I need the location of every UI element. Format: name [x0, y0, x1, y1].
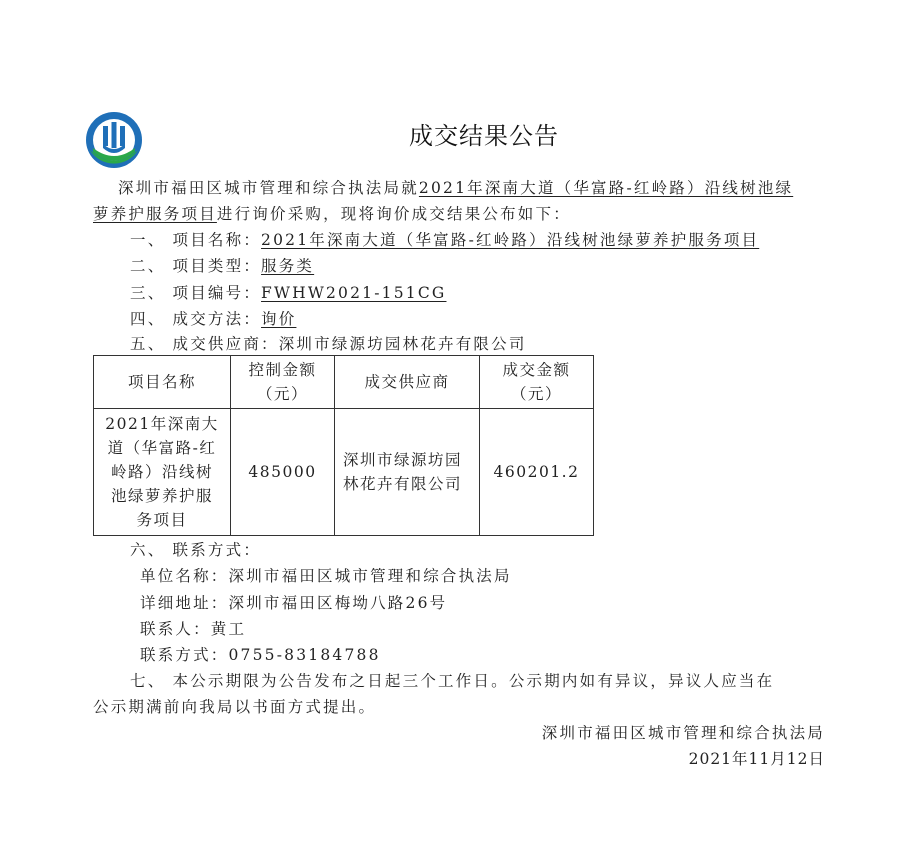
intro-project-name-cont: 萝养护服务项目: [93, 205, 217, 223]
contact-phone: 联系方式：0755-83184788: [140, 646, 381, 664]
intro-line-1: 深圳市福田区城市管理和综合执法局就2021年深南大道（华富路-红岭路）沿线树池绿: [118, 179, 794, 197]
cell-deal-amount: 460201.2: [480, 409, 594, 536]
contact-unit: 单位名称：深圳市福田区城市管理和综合执法局: [140, 567, 512, 585]
signature-date: 2021年11月12日: [688, 750, 825, 768]
item-project-type: 二、 项目类型：服务类: [130, 257, 315, 275]
item-project-name: 一、 项目名称：2021年深南大道（华富路-红岭路）沿线树池绿萝养护服务项目: [130, 231, 760, 249]
result-table: [93, 355, 594, 536]
item-project-code: 三、 项目编号：FWHW2021-151CG: [130, 284, 447, 302]
table-row: [94, 409, 594, 536]
page-title: 成交结果公告: [409, 122, 559, 150]
contact-address: 详细地址：深圳市福田区梅坳八路26号: [140, 594, 448, 612]
header-project-name: 项目名称: [94, 356, 231, 409]
cell-project-name: 2021年深南大 道（华富路-红 岭路）沿线树 池绿萝养护服 务项目: [94, 409, 231, 536]
item-supplier: 五、 成交供应商：深圳市绿源坊园林花卉有限公司: [130, 335, 527, 353]
header-control-amount: 控制金额 （元）: [231, 356, 335, 409]
agency-logo: [84, 110, 144, 170]
signature-org: 深圳市福田区城市管理和综合执法局: [541, 724, 825, 742]
item-deal-method: 四、 成交方法：询价: [130, 310, 297, 328]
header-deal-amount: 成交金额 （元）: [480, 356, 594, 409]
intro-project-name: 2021年深南大道（华富路-红岭路）沿线树池绿: [418, 179, 794, 197]
notice-line-1: 七、 本公示期限为公告发布之日起三个工作日。公示期内如有异议，异议人应当在: [130, 672, 775, 690]
contact-heading: 六、 联系方式：: [130, 541, 262, 559]
table-header-row: [94, 356, 594, 409]
header-supplier: 成交供应商: [335, 356, 480, 409]
cell-supplier: 深圳市绿源坊园 林花卉有限公司: [335, 409, 480, 536]
intro-line-2: 萝养护服务项目进行询价采购，现将询价成交结果公布如下：: [93, 205, 571, 223]
cell-control-amount: 485000: [231, 409, 335, 536]
notice-line-2: 公示期满前向我局以书面方式提出。: [93, 698, 377, 716]
contact-person: 联系人：黄工: [140, 620, 247, 638]
